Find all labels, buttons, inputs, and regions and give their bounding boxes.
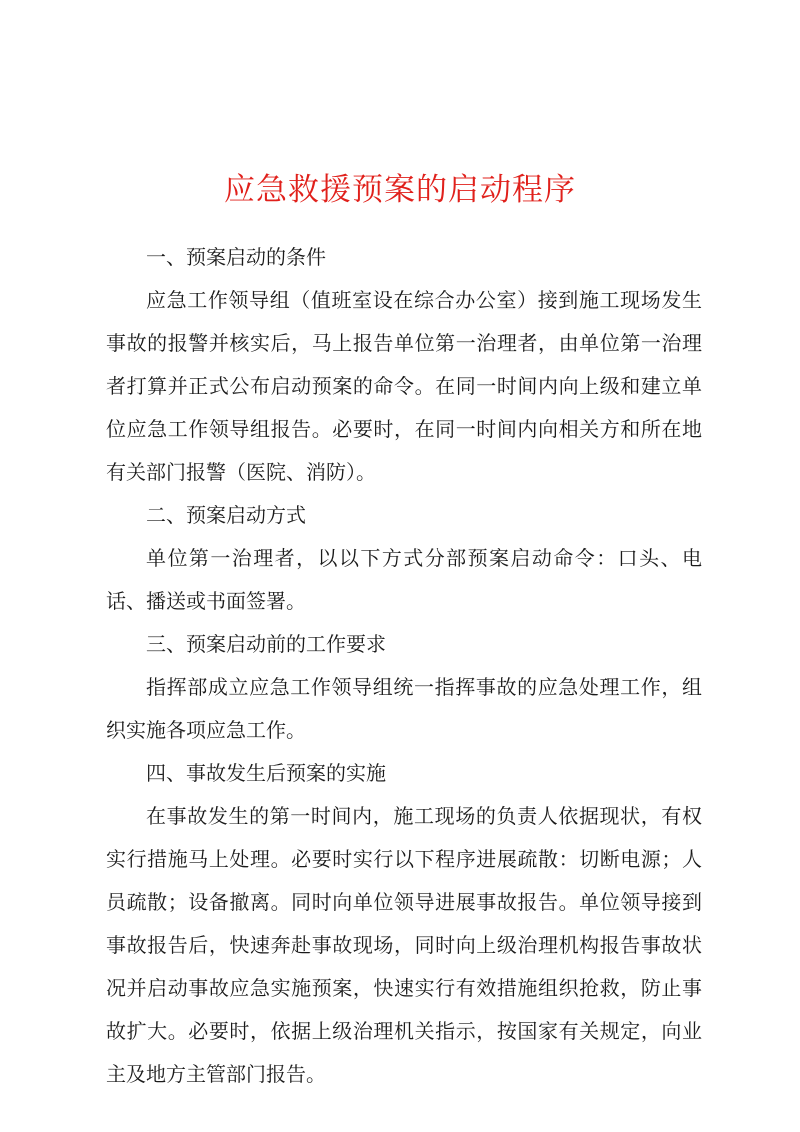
document-body [106, 236, 702, 1096]
section-paragraph: 指挥部成立应急工作领导组统一指挥事故的应急处理工作，组织实施各项应急工作。 [106, 675, 702, 742]
section-pre-start-requirements [106, 623, 702, 752]
section-heading: 一、预案启动的条件 [146, 245, 326, 269]
section-start-method [106, 494, 702, 623]
section-implementation [106, 752, 702, 1096]
section-start-conditions [106, 236, 702, 494]
section-heading: 四、事故发生后预案的实施 [146, 761, 386, 785]
document-title: 应急救援预案的启动程序 [224, 172, 576, 208]
section-paragraph: 单位第一治理者，以以下方式分部预案启动命令：口头、电话、播送或书面签署。 [106, 546, 702, 613]
section-paragraph: 在事故发生的第一时间内，施工现场的负责人依据现状，有权实行措施马上处理。必要时实行以下程序进展疏散：切断电源；人员疏散；设备撤离。同时向单位领导进展事故报告。单位领导接到事故报告后，快速奔赴事故现场，同时向上级治理机构报告事故状况并启动事故应急实施预案，快速实行有效措施组织抢救，防止事故扩大。必要时，依据上级治理机关指示，按国家有关规定，向业主及地方主管部门报告。 [106, 804, 702, 1086]
section-heading: 三、预案启动前的工作要求 [146, 632, 386, 656]
section-paragraph: 应急工作领导组（值班室设在综合办公室）接到施工现场发生事故的报警并核实后，马上报告单位第一治理者，由单位第一治理者打算并正式公布启动预案的命令。在同一时间内向上级和建立单位应急工作领导组报告。必要时，在同一时间内向相关方和所在地有关部门报警（医院、消防）。 [106, 288, 702, 484]
section-heading: 二、预案启动方式 [146, 503, 306, 527]
